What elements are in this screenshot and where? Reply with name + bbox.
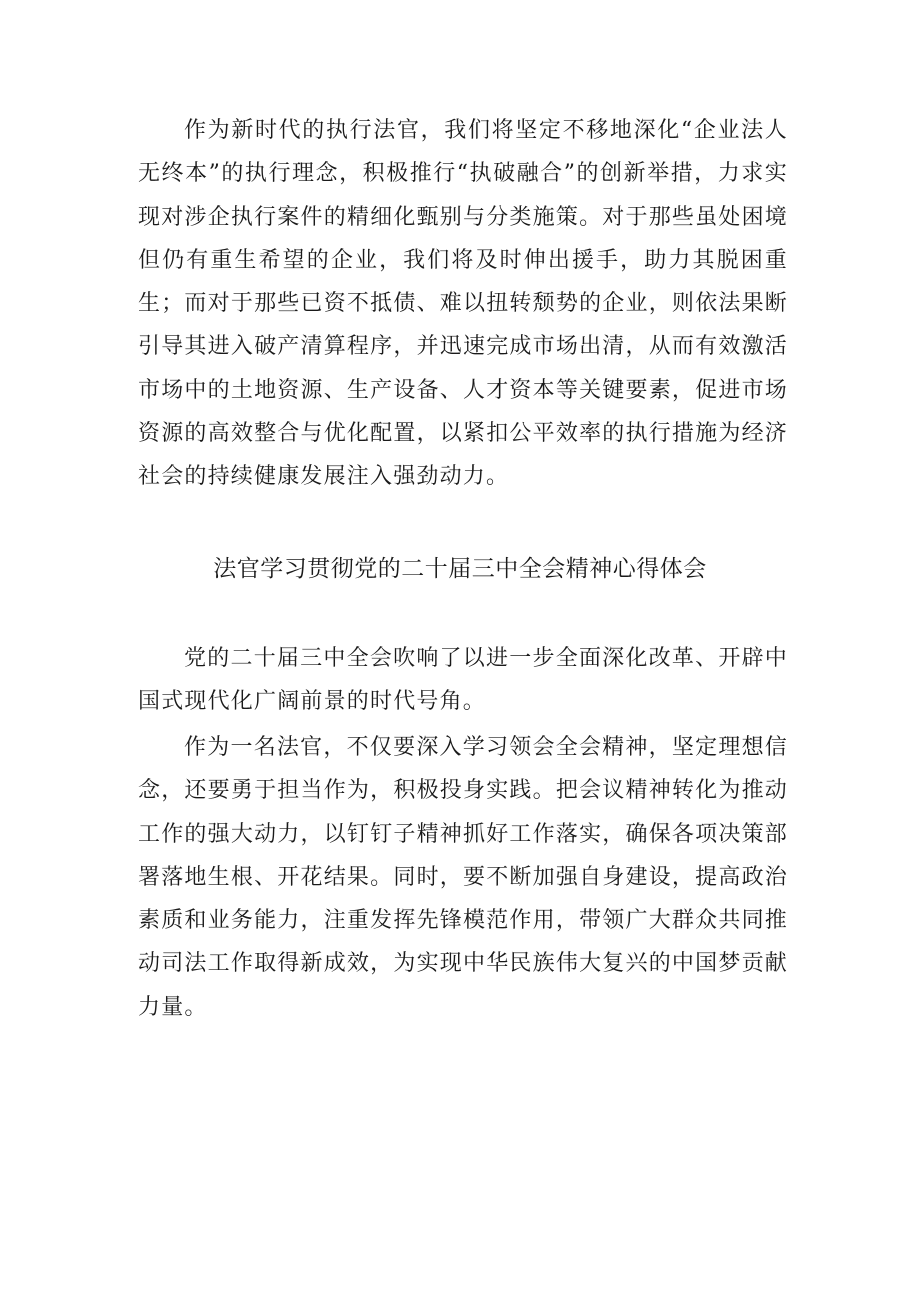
section-title: 法官学习贯彻党的二十届三中全会精神心得体会 (213, 556, 707, 582)
body-paragraph-2: 党的二十届三中全会吹响了以进一步全面深化改革、开辟中国式现代化广阔前景的时代号角。 (138, 646, 788, 715)
body-paragraph-3: 作为一名法官，不仅要深入学习领会全会精神，坚定理想信念，还要勇于担当作为，积极投身实践。把会议精神转化为推动工作的强大动力，以钉钉子精神抓好工作落实，确保各项决策部署落地生根、开花结果。同时，要不断加强自身建设，提高政治素质和业务能力，注重发挥先锋模范作用，带领广大群众共同推动司法工作取得新成效，为实现中华民族伟大复兴的中国梦贡献力量。 (138, 735, 788, 1020)
body-paragraph-1: 作为新时代的执行法官，我们将坚定不移地深化“企业法人无终本”的执行理念，积极推行“执破融合”的创新举措，力求实现对涉企执行案件的精细化甄别与分类施策。对于那些虽处困境但仍有重生希望的企业，我们将及时伸出援手，助力其脱困重生；而对于那些已资不抵债、难以扭转颓势的企业，则依法果断引导其进入破产清算程序，并迅速完成市场出清，从而有效激活市场中的土地资源、生产设备、人才资本等关键要素，促进市场资源的高效整合与优化配置，以紧扣公平效率的执行措施为经济社会的持续健康发展注入强劲动力。 (138, 118, 788, 490)
